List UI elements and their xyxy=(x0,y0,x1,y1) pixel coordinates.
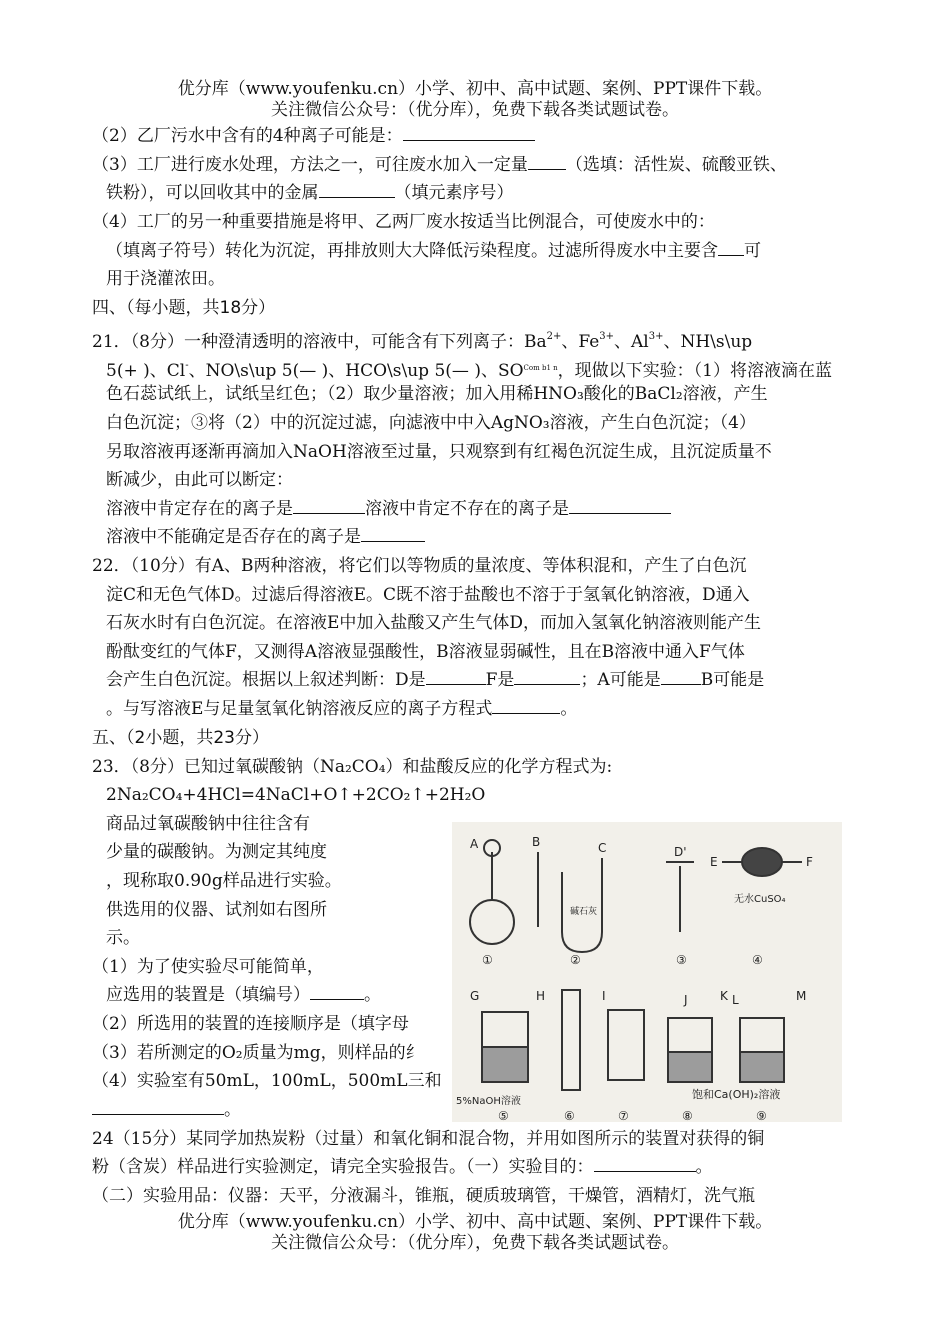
q21-text: 、NH\s\up xyxy=(663,332,753,352)
num-1: ① xyxy=(482,953,493,967)
answer-blank[interactable] xyxy=(492,697,560,714)
q20-part3 xyxy=(92,153,787,177)
q24-line-3: （二）实验用品：仪器：天平，分液漏斗，锥瓶，硬质玻璃管，干燥管，酒精灯，洗气瓶 xyxy=(92,1186,755,1206)
q21-text: 溶液中肯定不存在的离子是 xyxy=(365,499,569,519)
label-l: L xyxy=(732,993,739,1007)
label-f: F xyxy=(806,855,813,869)
q20-part4-text-b: （填离子符号）转化为沉淀，再排放则大大降低污染程度。过滤所得废水中主要含 xyxy=(106,241,718,261)
label-e: E xyxy=(710,855,718,869)
footer-line-2: 关注微信公众号：（优分库），免费下载各类试题试卷。 xyxy=(271,1233,679,1253)
label-k: K xyxy=(720,989,728,1003)
q21-text: ，现做以下实验：（1）将溶液滴在蓝 xyxy=(557,361,832,381)
answer-blank[interactable] xyxy=(426,668,486,685)
q21-text: 、Fe xyxy=(561,332,600,352)
label-b: B xyxy=(532,835,541,849)
apparatus-figure xyxy=(452,822,842,1122)
label-j: J xyxy=(684,993,688,1007)
q23-text: 。 xyxy=(224,1100,241,1120)
num-7: ⑦ xyxy=(618,1109,629,1122)
caption-cuso: 无水CuSO₄ xyxy=(734,894,786,905)
section-4-heading: 四、（每小题，共18分） xyxy=(92,298,276,318)
answer-blank[interactable] xyxy=(569,497,671,514)
charge-sup: 3+ xyxy=(599,331,615,342)
caption-naoh: 5%NaOH溶液 xyxy=(456,1096,521,1107)
q22-text: B可能是 xyxy=(700,670,765,690)
q23-text: 应选用的装置是（填编号） xyxy=(106,985,310,1005)
num-2: ② xyxy=(570,953,581,967)
answer-blank[interactable] xyxy=(403,124,535,141)
answer-blank[interactable] xyxy=(319,181,395,198)
q22-text: 。与写溶液E与足量氢氧化钠溶液反应的离子方程式 xyxy=(106,699,493,719)
charge-sup: 3+ xyxy=(648,331,664,342)
header-line-2: 关注微信公众号：（优分库），免费下载各类试题试卷。 xyxy=(271,100,679,120)
num-3: ③ xyxy=(676,953,687,967)
answer-blank[interactable] xyxy=(718,239,744,256)
num-6: ⑥ xyxy=(564,1109,575,1122)
answer-blank[interactable] xyxy=(528,153,566,170)
label-g: G xyxy=(470,989,480,1003)
q23-line-5: ，现称取0.90g样品进行实验。 xyxy=(106,871,342,891)
label-d: D' xyxy=(674,845,687,859)
q20-part4: （4）工厂的另一种重要措施是将甲、乙两厂废水按适当比例混合，可使废水中的： xyxy=(92,212,715,232)
answer-blank[interactable] xyxy=(661,668,701,685)
caption-lime: 碱石灰 xyxy=(570,907,598,917)
q20-part4-text-c: 可 xyxy=(744,241,761,261)
num-8: ⑧ xyxy=(682,1109,693,1122)
q20-part4-end: 用于浇灌浓田。 xyxy=(106,269,225,289)
q23-line-11: （3）若所测定的O₂质量为mg，则样品的纟 xyxy=(92,1043,423,1063)
q20-part2 xyxy=(92,124,535,148)
q23-line-3: 商品过氧碳酸钠中往往含有 xyxy=(106,814,310,834)
q20-part3-text-a: （3）工厂进行废水处理，方法之一，可往废水加入一定量 xyxy=(92,155,528,175)
q21-text: 5(+ )、Cl xyxy=(106,361,186,381)
naoh-solution xyxy=(482,1047,528,1082)
q21-text: 21．（8分）一种澄清透明的溶液中，可能含有下列离子：Ba xyxy=(92,332,547,352)
answer-blank[interactable] xyxy=(310,983,364,1000)
q23-equation: 2Na₂CO₄+4HCl=4NaCl+O↑+2CO₂↑+2H₂O xyxy=(106,785,486,805)
footer-line-1: 优分库（www.youfenku.cn）小学、初中、高中试题、案例、PPT课件下载。 xyxy=(177,1212,773,1232)
q24-line-2 xyxy=(92,1155,713,1179)
charge-sup: - xyxy=(185,360,189,371)
q20-part3-text-d: （填元素序号） xyxy=(394,183,514,203)
q21-line-4: 白色沉淀；③将（2）中的沉淀过滤，向滤液中中入AgNO₃溶液，产生白色沉淀；（4） xyxy=(106,413,756,433)
num-5: ⑤ xyxy=(498,1109,509,1122)
bottle-jk-liquid xyxy=(668,1052,712,1082)
q21-text: 、Al xyxy=(614,332,649,352)
q22-text: 。 xyxy=(560,699,578,719)
label-h: H xyxy=(536,989,546,1003)
label-c: C xyxy=(598,841,607,855)
q22-line-1: 22．（10分）有A、B两种溶液，将它们以等物质的量浓度、等体积混和，产生了白色沉 xyxy=(92,556,747,576)
q22-line-6 xyxy=(106,697,577,721)
q23-line-13 xyxy=(92,1098,241,1122)
answer-blank[interactable] xyxy=(514,668,580,685)
charge-sup: 2+ xyxy=(546,331,562,342)
q20-part3-cont xyxy=(106,181,514,205)
garbled-sup: Com b1 n xyxy=(523,364,558,372)
q20-part3-text-c: 铁粉），可以回收其中的金属 xyxy=(106,183,319,203)
drying-bulb xyxy=(742,848,782,876)
num-9: ⑨ xyxy=(756,1109,767,1122)
q22-line-4: 酚酞变红的气体F，又测得A溶液显强酸性，B溶液显弱碱性，且在B溶液中通入F气体 xyxy=(106,642,745,662)
q22-text: F是 xyxy=(485,670,515,690)
q22-line-2: 淀C和无色气体D。过滤后得溶液E。C既不溶于盐酸也不溶于于氢氧化钠溶液，D通入 xyxy=(106,585,750,605)
q22-text: 会产生白色沉淀。根据以上叙述判断：D是 xyxy=(106,670,426,690)
q20-part3-text-b: （选填：活性炭、硫酸亚铁、 xyxy=(565,155,787,175)
q21-line-6: 断减少，由此可以断定： xyxy=(106,470,293,490)
q24-line-1: 24（15分）某同学加热炭粉（过量）和氧化铜和混合物，并用如图所示的装置对获得的铜 xyxy=(92,1129,765,1149)
q20-part2-text: （2）乙厂污水中含有的4种离子可能是： xyxy=(92,126,403,146)
q24-text: 。 xyxy=(695,1157,713,1177)
q22-line-3: 石灰水时有白色沉淀。在溶液E中加入盐酸又产生气体D，而加入氢氧化钠溶液则能产生 xyxy=(106,613,762,633)
header-line-1: 优分库（www.youfenku.cn）小学、初中、高中试题、案例、PPT课件下载。 xyxy=(177,79,773,99)
num-4: ④ xyxy=(752,953,763,967)
q20-part4-cont xyxy=(106,239,761,263)
q21-text: 、NO\s\up 5(— )、HCO\s\up 5(— )、SO xyxy=(188,361,524,381)
q24-text: 粉（含炭）样品进行实验测定，请完全实验报告。（一）实验目的： xyxy=(92,1157,594,1177)
answer-blank[interactable] xyxy=(293,497,365,514)
q23-line-9 xyxy=(106,983,381,1007)
q22-line-5 xyxy=(106,668,764,692)
answer-blank[interactable] xyxy=(92,1098,224,1115)
q23-line-1: 23．（8分）已知过氧碳酸钠（Na₂CO₄）和盐酸反应的化学方程式为: xyxy=(92,757,613,777)
q23-text: 。 xyxy=(364,985,381,1005)
q21-line-5: 另取溶液再逐渐再滴加入NaOH溶液至过量，只观察到有红褐色沉淀生成，且沉淀质量不 xyxy=(106,442,772,462)
q21-text: 溶液中肯定存在的离子是 xyxy=(106,499,293,519)
label-i: I xyxy=(602,989,606,1003)
q23-line-10: （2）所选用的装置的连接顺序是（填字母 xyxy=(92,1014,409,1034)
q22-text: ；A可能是 xyxy=(580,670,661,690)
section-5-heading: 五、（2小题，共23分） xyxy=(92,728,269,748)
caoh-solution xyxy=(740,1052,784,1082)
label-m: M xyxy=(796,989,807,1003)
answer-blank[interactable] xyxy=(594,1155,696,1172)
q23-line-8: （1）为了使实验尽可能简单， xyxy=(92,957,324,977)
q23-line-6: 供选用的仪器、试剂如右图所 xyxy=(106,900,327,920)
q23-line-12: （4）实验室有50mL，100mL，500mL三和 xyxy=(92,1071,442,1091)
label-a: A xyxy=(470,837,479,851)
q21-line-1 xyxy=(92,325,752,354)
caption-caoh: 饱和Ca(OH)₂溶液 xyxy=(692,1088,781,1101)
answer-blank[interactable] xyxy=(361,525,425,542)
q23-line-7: 示。 xyxy=(106,928,140,948)
q21-line-2 xyxy=(106,354,832,383)
q21-line-7 xyxy=(106,497,671,521)
q23-line-4: 少量的碳酸钠。为测定其纯度 xyxy=(106,842,327,862)
q21-line-8 xyxy=(106,525,425,549)
q21-text: 溶液中不能确定是否存在的离子是 xyxy=(106,527,361,547)
q21-line-3: 色石蕊试纸上，试纸呈红色；（2）取少量溶液；加入用稀HNO₃酸化的BaCl₂溶液，产生 xyxy=(106,384,768,404)
